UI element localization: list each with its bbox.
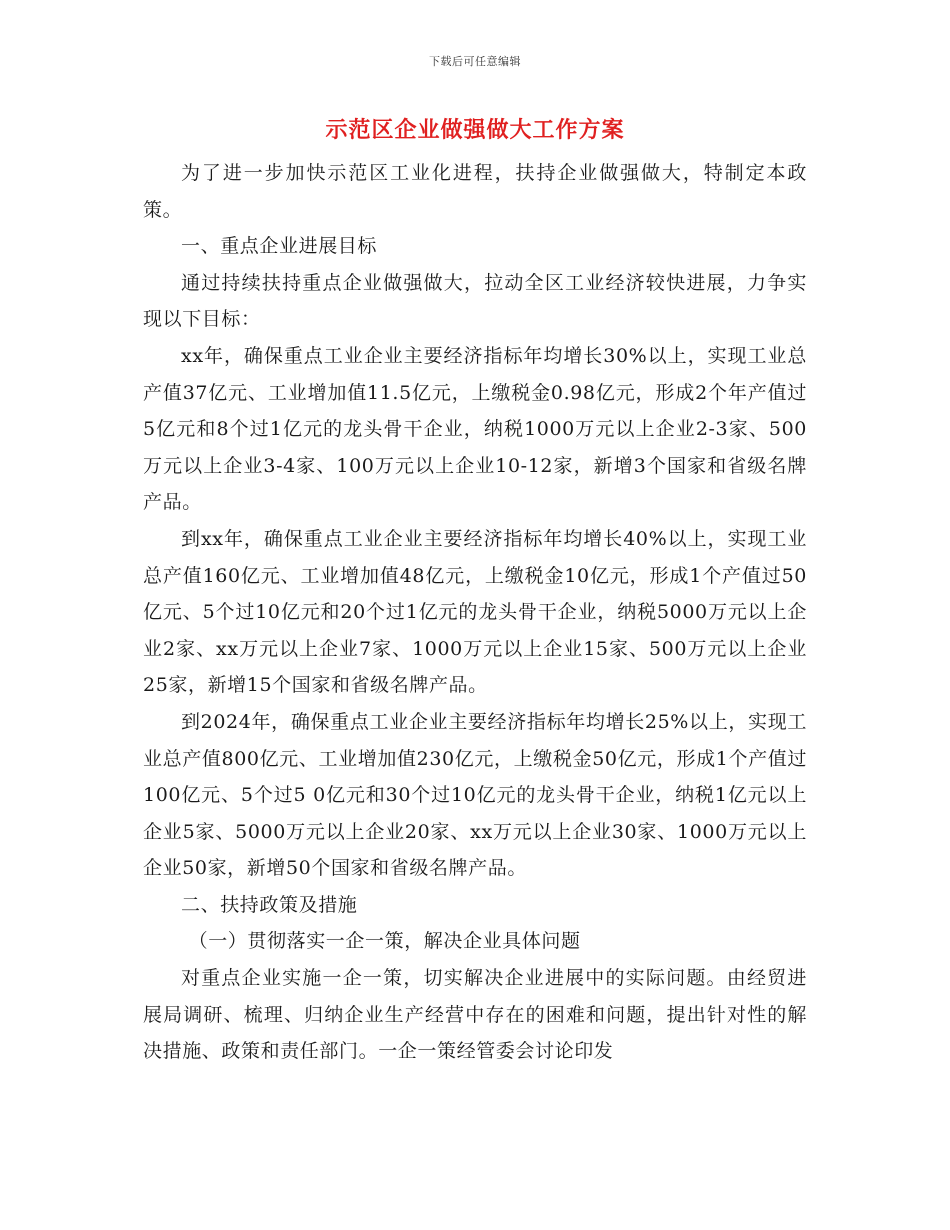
document-title: 示范区企业做强做大工作方案: [325, 118, 625, 143]
section-heading-1: 一、重点企业进展目标: [181, 235, 378, 258]
paragraph-goal-2: 到xx年，确保重点工业企业主要经济指标年均增长40%以上，实现工业总产值160亿元、工业增加值48亿元，上缴税金10亿元，形成1个产值过50亿元、5个过10亿元和20个过1亿元的龙头骨干企业，纳税5000万元以上企业2家、xx万元以上企业7家、1000万元以上企业15家、500万元以上企业25家，新增15个国家和省级名牌产品。: [143, 527, 807, 697]
paragraph-goal-3: 到2024年，确保重点工业企业主要经济指标年均增长25%以上，实现工业总产值800亿元、工业增加值230亿元，上缴税金50亿元，形成1个产值过100亿元、5个过5 0亿元和30个过10亿元的龙头骨干企业，纳税1亿元以上企业5家、5000万元以上企业20家、xx万元以上企业30家、1000万元以上企业50家，新增50个国家和省级名牌产品。: [143, 710, 807, 880]
subsection-heading-1: （一）贯彻落实一企一策，解决企业具体问题: [188, 930, 581, 953]
paragraph-policy-1: 对重点企业实施一企一策，切实解决企业进展中的实际问题。由经贸进展局调研、梳理、归纳企业生产经营中存在的困难和问题，提出针对性的解决措施、政策和责任部门。一企一策经管委会讨论印发: [143, 967, 807, 1063]
paragraph-goal-1: xx年，确保重点工业企业主要经济指标年均增长30%以上，实现工业总产值37亿元、工业增加值11.5亿元，上缴税金0.98亿元，形成2个年产值过5亿元和8个过1亿元的龙头骨干企业，纳税1000万元以上企业2-3家、500万元以上企业3-4家、100万元以上企业10-12家，新增3个国家和省级名牌产品。: [143, 344, 807, 514]
section-heading-2: 二、扶持政策及措施: [181, 893, 358, 916]
paragraph-goals-intro: 通过持续扶持重点企业做强做大，拉动全区工业经济较快进展，力争实现以下目标：: [143, 271, 807, 331]
document-body: [143, 155, 807, 1070]
header-note: 下载后可任意编辑: [429, 55, 521, 68]
paragraph-intro: 为了进一步加快示范区工业化进程，扶持企业做强做大，特制定本政策。: [143, 162, 807, 221]
